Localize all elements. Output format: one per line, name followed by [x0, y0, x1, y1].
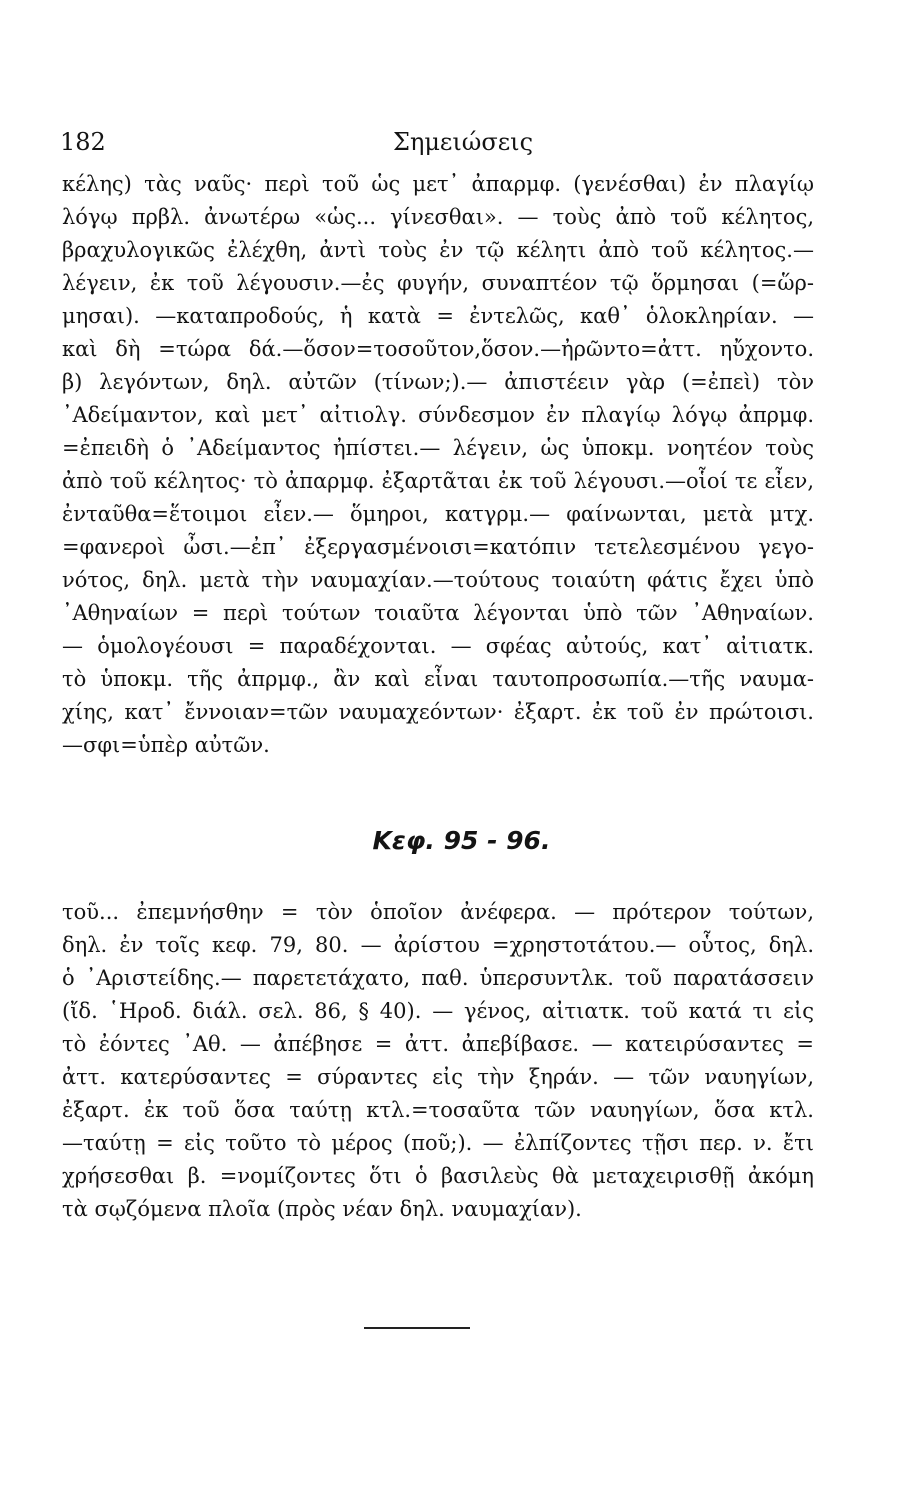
section-heading: Κεφ. 95 - 96. — [372, 826, 551, 855]
text-line: τὸ ἐόντες ᾽Αθ. — ἀπέβησε = ἀττ. ἀπεβίβασε. — κατειρύσαντες = — [62, 1032, 814, 1056]
text-line: ὁ ᾽Αριστείδης.— παρετετάχατο, παθ. ὑπερσυντλκ. τοῦ παρατάσσειν — [62, 966, 814, 990]
text-line: χρήσεσθαι β. =νομίζοντες ὅτι ὁ βασιλεὺς θὰ μεταχειρισθῇ ἀκόμη — [62, 1164, 814, 1188]
text-line: λέγειν, ἐκ τοῦ λέγουσιν.—ἐς φυγήν, συναπτέον τῷ ὅρμησαι (=ὥρ- — [62, 271, 814, 295]
text-line: δηλ. ἐν τοῖς κεφ. 79, 80. — ἀρίστου =χρηστοτάτου.— οὗτος, δηλ. — [62, 933, 814, 957]
text-line: τὰ σῳζόμενα πλοῖα (πρὸς νέαν δηλ. ναυμαχίαν). — [62, 1197, 582, 1221]
end-divider — [364, 1327, 470, 1329]
text-line: τὸ ὑποκμ. τῆς ἀπρμφ., ἂν καὶ εἶναι ταυτοπροσωπία.—τῆς ναυμα- — [62, 667, 814, 691]
text-line: καὶ δὴ =τώρα δά.—ὅσον=τοσοῦτον,ὅσον.—ἠρῶντο=ἀττ. ηὔχοντο. — [62, 337, 814, 361]
text-line: ᾽Αδείμαντον, καὶ μετ᾽ αἰτιολγ. σύνδεσμον ἐν πλαγίῳ λόγῳ ἀπρμφ. — [62, 403, 814, 427]
text-line: ᾽Αθηναίων = περὶ τούτων τοιαῦτα λέγονται ὑπὸ τῶν ᾽Αθηναίων. — [62, 601, 814, 625]
running-title: Σημειώσεις — [392, 128, 534, 156]
text-line: —ταύτῃ = εἰς τοῦτο τὸ μέρος (ποῦ;). — ἐλπίζοντες τῇσι περ. ν. ἔτι — [62, 1131, 814, 1155]
text-line: βραχυλογικῶς ἐλέχθη, ἀντὶ τοὺς ἐν τῷ κέλητι ἀπὸ τοῦ κέλητος.— — [62, 238, 814, 262]
notes-paragraph-2 — [62, 896, 814, 1226]
text-line: μησαι). —καταπροδούς, ἡ κατὰ = ἐντελῶς, καθ᾽ ὁλοκληρίαν. — — [62, 304, 814, 328]
text-line: (ἴδ. ῾Ηροδ. διάλ. σελ. 86, § 40). — γένος, αἰτιατκ. τοῦ κατά τι εἰς — [62, 999, 814, 1023]
text-line: β) λεγόντων, δηλ. αὐτῶν (τίνων;).— ἀπιστέειν γὰρ (=ἐπεὶ) τὸν — [62, 370, 814, 394]
text-line: =φανεροὶ ὦσι.—ἐπ᾽ ἐξεργασμένοισι=κατόπιν τετελεσμένου γεγο- — [62, 535, 814, 559]
text-line: λόγῳ πρβλ. ἀνωτέρω «ὡς... γίνεσθαι». — τοὺς ἀπὸ τοῦ κέλητος, — [62, 205, 814, 229]
text-line: ἀπὸ τοῦ κέλητος· τὸ ἀπαρμφ. ἐξαρτᾶται ἐκ τοῦ λέγουσι.—οἷοί τε εἶεν, — [62, 469, 814, 493]
notes-paragraph-1 — [62, 168, 814, 762]
text-line: χίης, κατ᾽ ἔννοιαν=τῶν ναυμαχεόντων· ἐξαρτ. ἐκ τοῦ ἐν πρώτοισι. — [62, 700, 814, 724]
text-line: ἐνταῦθα=ἕτοιμοι εἶεν.— ὅμηροι, κατγρμ.— φαίνωνται, μετὰ μτχ. — [62, 502, 814, 526]
text-line: τοῦ... ἐπεμνήσθην = τὸν ὁποῖον ἀνέφερα. — πρότερον τούτων, — [62, 900, 814, 924]
text-line: =ἐπειδὴ ὁ ᾽Αδείμαντος ἠπίστει.— λέγειν, ὡς ὑποκμ. νοητέον τοὺς — [62, 436, 814, 460]
text-line: ἐξαρτ. ἐκ τοῦ ὅσα ταύτῃ κτλ.=τοσαῦτα τῶν ναυηγίων, ὅσα κτλ. — [62, 1098, 814, 1122]
text-line: νότος, δηλ. μετὰ τὴν ναυμαχίαν.—τούτους τοιαύτη φάτις ἔχει ὑπὸ — [62, 568, 814, 592]
text-line: — ὁμολογέουσι = παραδέχονται. — σφέας αὐτούς, κατ᾽ αἰτιατκ. — [62, 634, 814, 658]
page-number: 182 — [60, 128, 106, 156]
text-line: κέλης) τὰς ναῦς· περὶ τοῦ ὡς μετ᾽ ἀπαρμφ. (γενέσθαι) ἐν πλαγίῳ — [62, 172, 814, 196]
page-header — [58, 128, 868, 164]
text-line: ἀττ. κατερύσαντες = σύραντες εἰς τὴν ξηράν. — τῶν ναυηγίων, — [62, 1065, 814, 1089]
text-line: —σφι=ὑπὲρ αὐτῶν. — [62, 733, 270, 757]
